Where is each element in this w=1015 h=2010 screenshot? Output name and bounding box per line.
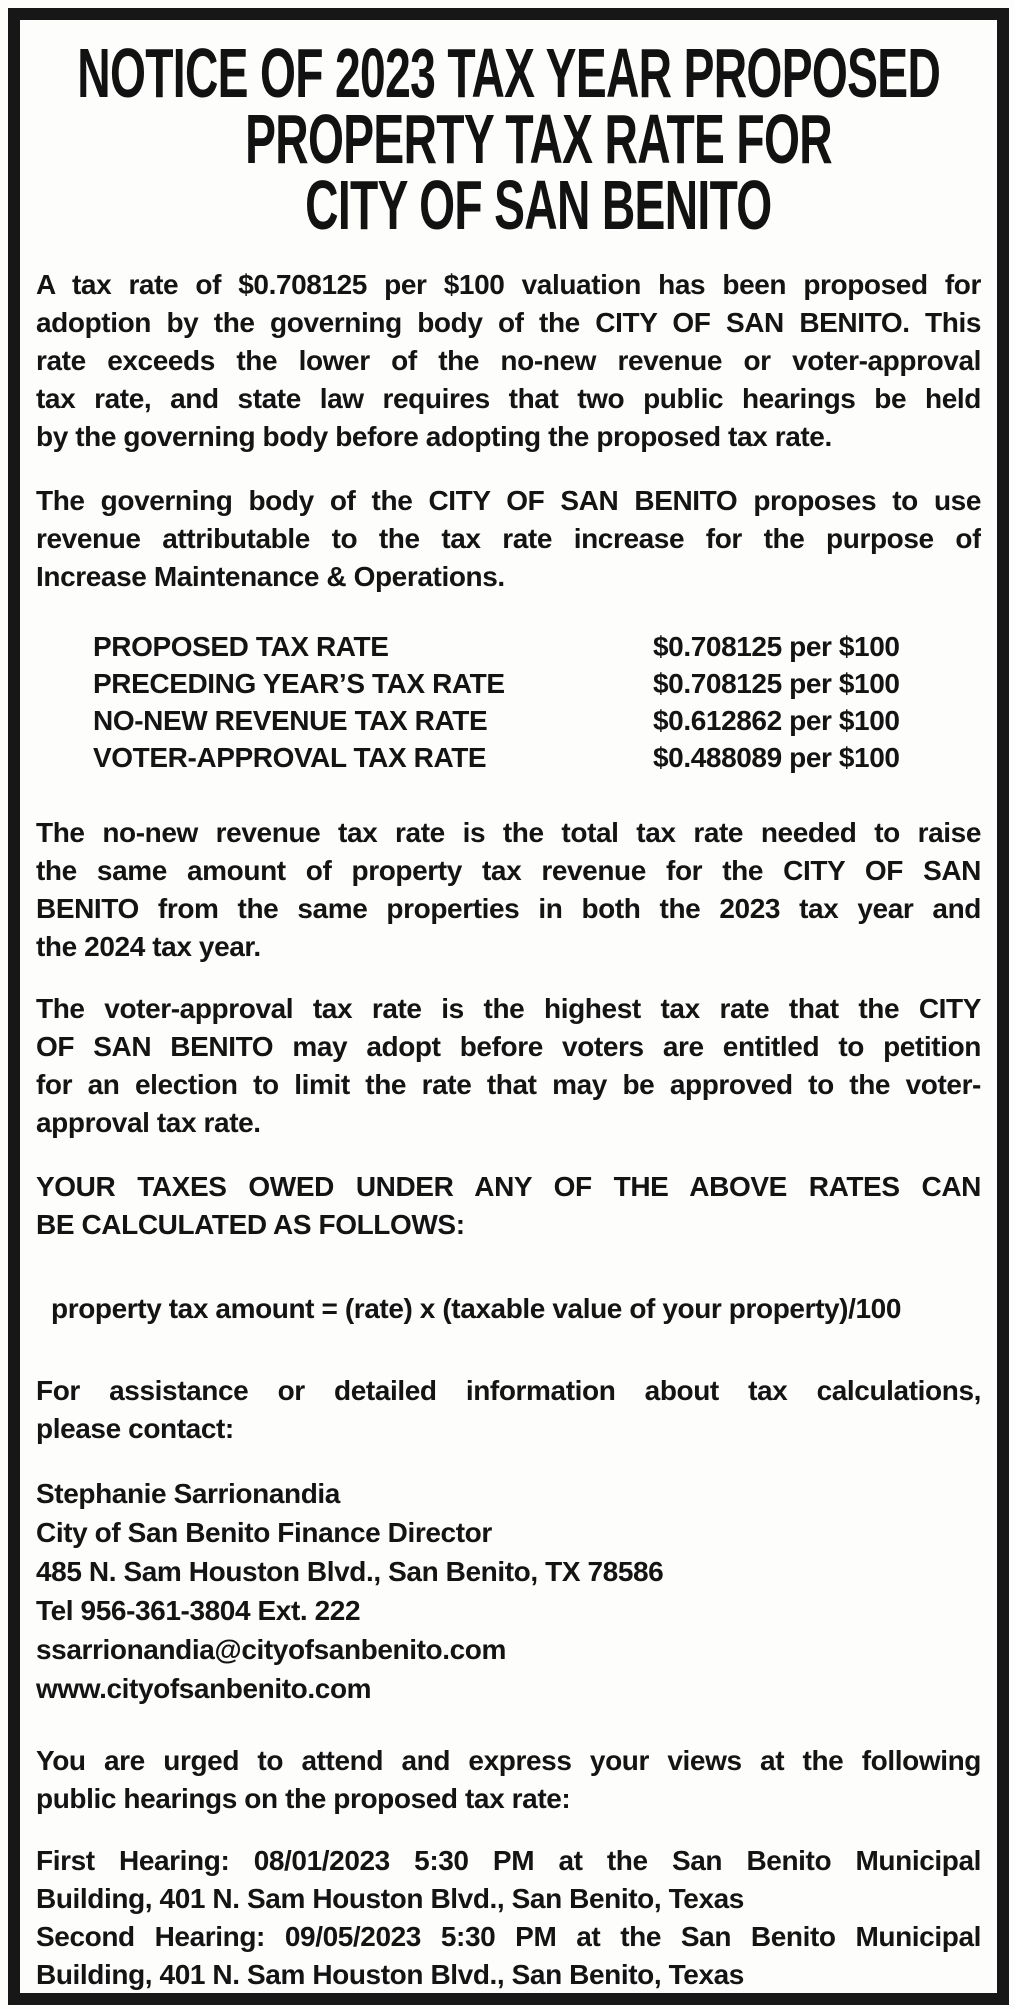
paragraph-voter-approval-line: The voter-approval tax rate is the highest tax rate that the CITY bbox=[36, 993, 981, 1024]
paragraph-urged-line: You are urged to attend and express your views at the following bbox=[36, 1745, 981, 1776]
paragraph-assistance-line: For assistance or detailed information about tax calculations, bbox=[36, 1375, 981, 1406]
contact-block bbox=[36, 1474, 981, 1708]
paragraph-purpose-line: Increase Maintenance & Operations. bbox=[36, 561, 505, 592]
hearing-first bbox=[36, 1842, 981, 1918]
rate-row-preceding bbox=[36, 665, 981, 702]
rate-value: $0.708125 per $100 bbox=[653, 668, 900, 699]
paragraph-intro bbox=[36, 266, 981, 456]
rate-label: PRECEDING YEAR’S TAX RATE bbox=[93, 668, 505, 699]
paragraph-purpose-line: The governing body of the CITY OF SAN BENITO proposes to use bbox=[36, 485, 981, 516]
title-line-1-text: NOTICE OF 2023 TAX YEAR PROPOSED bbox=[77, 34, 940, 112]
paragraph-assistance bbox=[36, 1372, 981, 1448]
contact-name: Stephanie Sarrionandia bbox=[36, 1478, 340, 1509]
hearing-second-line: Building, 401 N. Sam Houston Blvd., San Benito, Texas bbox=[36, 1959, 744, 1990]
paragraph-no-new-revenue-line: BENITO from the same properties in both the 2023 tax year and bbox=[36, 893, 981, 924]
title-line-1 bbox=[36, 34, 981, 112]
paragraph-voter-approval-line: approval tax rate. bbox=[36, 1107, 261, 1138]
tax-formula: property tax amount = (rate) x (taxable value of your property)/100 bbox=[51, 1293, 901, 1324]
paragraph-intro-line: A tax rate of $0.708125 per $100 valuation has been proposed for bbox=[36, 269, 981, 300]
paragraph-urged bbox=[36, 1742, 981, 1818]
paragraph-taxes-owed-line: YOUR TAXES OWED UNDER ANY OF THE ABOVE RATES CAN bbox=[36, 1171, 981, 1202]
paragraph-intro-line: adoption by the governing body of the CITY OF SAN BENITO. This bbox=[36, 307, 981, 338]
paragraph-assistance-line: please contact: bbox=[36, 1413, 234, 1444]
hearing-first-line: First Hearing: 08/01/2023 5:30 PM at the San Benito Municipal bbox=[36, 1845, 981, 1876]
rate-row-voter-approval bbox=[36, 739, 981, 776]
contact-phone: Tel 956-361-3804 Ext. 222 bbox=[36, 1595, 361, 1626]
rate-label: VOTER-APPROVAL TAX RATE bbox=[93, 742, 487, 773]
paragraph-voter-approval bbox=[36, 990, 981, 1142]
paragraph-no-new-revenue-line: the same amount of property tax revenue for the CITY OF SAN bbox=[36, 855, 981, 886]
paragraph-intro-line: tax rate, and state law requires that two public hearings be held bbox=[36, 383, 981, 414]
paragraph-urged-line: public hearings on the proposed tax rate: bbox=[36, 1783, 571, 1814]
hearing-second-line: Second Hearing: 09/05/2023 5:30 PM at the San Benito Municipal bbox=[36, 1921, 981, 1952]
rates-table bbox=[36, 628, 981, 776]
title-line-2-text: PROPERTY TAX RATE FOR bbox=[245, 100, 832, 178]
paragraph-voter-approval-line: OF SAN BENITO may adopt before voters are entitled to petition bbox=[36, 1031, 981, 1062]
paragraph-purpose bbox=[36, 482, 981, 596]
rate-value: $0.612862 per $100 bbox=[653, 705, 900, 736]
paragraph-voter-approval-line: for an election to limit the rate that may be approved to the voter- bbox=[36, 1069, 981, 1100]
paragraph-no-new-revenue-line: the 2024 tax year. bbox=[36, 931, 261, 962]
paragraph-taxes-owed-line: BE CALCULATED AS FOLLOWS: bbox=[36, 1209, 465, 1240]
title-line-3-text: CITY OF SAN BENITO bbox=[305, 166, 772, 244]
contact-address: 485 N. Sam Houston Blvd., San Benito, TX 78586 bbox=[36, 1556, 664, 1587]
paragraph-intro-line: rate exceeds the lower of the no-new revenue or voter-approval bbox=[36, 345, 981, 376]
contact-email: ssarrionandia@cityofsanbenito.com bbox=[36, 1634, 506, 1665]
rate-value: $0.488089 per $100 bbox=[653, 742, 900, 773]
rate-value: $0.708125 per $100 bbox=[653, 631, 900, 662]
rate-row-proposed bbox=[36, 628, 981, 665]
notice-frame bbox=[8, 8, 1009, 2005]
hearing-second bbox=[36, 1918, 981, 1994]
rate-label: NO-NEW REVENUE TAX RATE bbox=[93, 705, 488, 736]
rate-label: PROPOSED TAX RATE bbox=[93, 631, 389, 662]
contact-title: City of San Benito Finance Director bbox=[36, 1517, 492, 1548]
title-line-3 bbox=[36, 166, 981, 244]
paragraph-purpose-line: revenue attributable to the tax rate increase for the purpose of bbox=[36, 523, 981, 554]
paragraph-no-new-revenue bbox=[36, 814, 981, 966]
title-line-2 bbox=[36, 100, 981, 178]
notice-title bbox=[36, 34, 981, 244]
hearing-first-line: Building, 401 N. Sam Houston Blvd., San Benito, Texas bbox=[36, 1883, 744, 1914]
paragraph-no-new-revenue-line: The no-new revenue tax rate is the total tax rate needed to raise bbox=[36, 817, 981, 848]
rate-row-no-new-revenue bbox=[36, 702, 981, 739]
paragraph-intro-line: by the governing body before adopting the proposed tax rate. bbox=[36, 421, 832, 452]
hearings-block bbox=[36, 1842, 981, 1994]
paragraph-taxes-owed bbox=[36, 1168, 981, 1244]
contact-website: www.cityofsanbenito.com bbox=[36, 1673, 372, 1704]
